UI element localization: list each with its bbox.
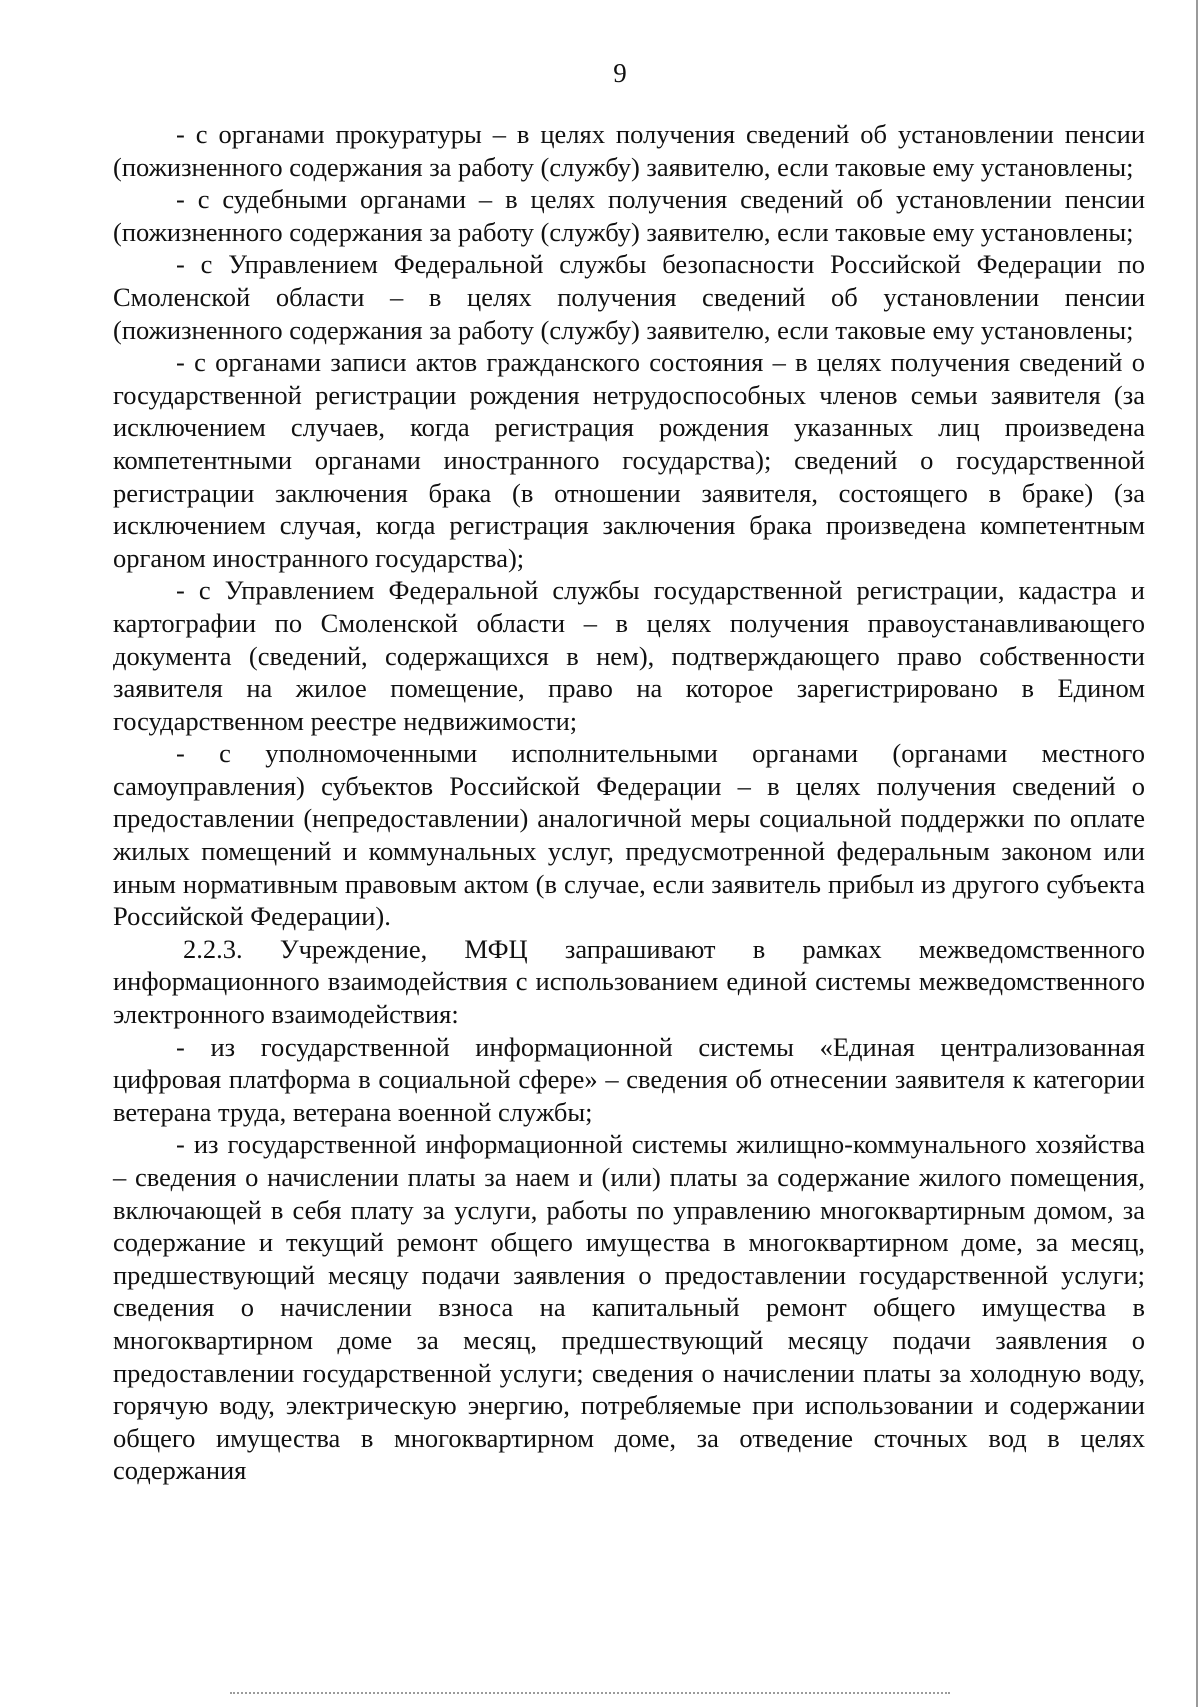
paragraph-rosreestr: - с Управлением Федеральной службы государственной регистрации, кадастра и картографии по Смоленской области – в целях получения правоустанавливающего документа (сведений, содержащихся в нем), подтверждающего право собственности заявителя на жилое помещение, право на которое зарегистрировано в Едином государственном реестре недвижимости; bbox=[113, 575, 1145, 736]
paragraph-fsb: - с Управлением Федеральной службы безопасности Российской Федерации по Смоленской области – в целях получения сведений об установлении пенсии (пожизненного содержания за работу (службу) заявителю, если таковые ему установлены; bbox=[113, 249, 1145, 345]
paragraph-social-platform: - из государственной информационной системы «Единая централизованная цифровая платформа в социальной сфере» – сведения об отнесении заявителя к категории ветерана труда, ветерана военной службы; bbox=[113, 1031, 1145, 1127]
paragraph-housing-system: - из государственной информационной системы жилищно-коммунального хозяйства – сведения о начислении платы за наем и (или) платы за содержание жилого помещения, включающей в себя плату за услуги, работы по управлению многоквартирным домом, за содержание и текущий ремонт общего имущества в многоквартирном доме, за месяц, предшествующий месяцу подачи заявления о предоставлении государственной услуги; сведения о начислении взноса на капитальный ремонт общего имущества в многоквартирном доме за месяц, предшествующий месяцу подачи заявления о предоставлении государственной услуги; сведения о начислении платы за холодную воду, горячую воду, электрическую энергию, потребляемые при использовании и содержании общего имущества в многоквартирном доме, за отведение сточных вод в целях содержания bbox=[113, 1129, 1145, 1486]
paragraph-section-2-2-3: 2.2.3. Учреждение, МФЦ запрашивают в рамках межведомственного информационного взаимодействия с использованием единой системы межведомственного электронного взаимодействия: bbox=[113, 933, 1145, 1030]
scan-edge bbox=[1196, 0, 1198, 1707]
paragraph-courts: - с судебными органами – в целях получения сведений об установлении пенсии (пожизненного содержания за работу (службу) заявителю, если таковые ему установлены; bbox=[113, 184, 1145, 247]
document-body bbox=[113, 118, 1145, 1487]
page-number: 9 bbox=[613, 58, 627, 88]
scan-artifact bbox=[230, 1692, 950, 1698]
paragraph-prosecutor: - с органами прокуратуры – в целях получения сведений об установлении пенсии (пожизненного содержания за работу (службу) заявителю, если таковые ему установлены; bbox=[113, 119, 1145, 182]
paragraph-regional-authorities: - с уполномоченными исполнительными органами (органами местного самоуправления) субъектов Российской Федерации – в целях получения сведений о предоставлении (непредоставлении) аналогичной меры социальной поддержки по оплате жилых помещений и коммунальных услуг, предусмотренной федеральным законом или иным нормативным правовым актом (в случае, если заявитель прибыл из другого субъекта Российской Федерации). bbox=[113, 738, 1145, 932]
paragraph-civil-registry: - с органами записи актов гражданского состояния – в целях получения сведений о государственной регистрации рождения нетрудоспособных членов семьи заявителя (за исключением случаев, когда регистрация рождения указанных лиц произведена компетентными органами иностранного государства); сведений о государственной регистрации заключения брака (в отношении заявителя, состоящего в браке) (за исключением случая, когда регистрация заключения брака произведена компетентным органом иностранного государства); bbox=[113, 347, 1145, 573]
